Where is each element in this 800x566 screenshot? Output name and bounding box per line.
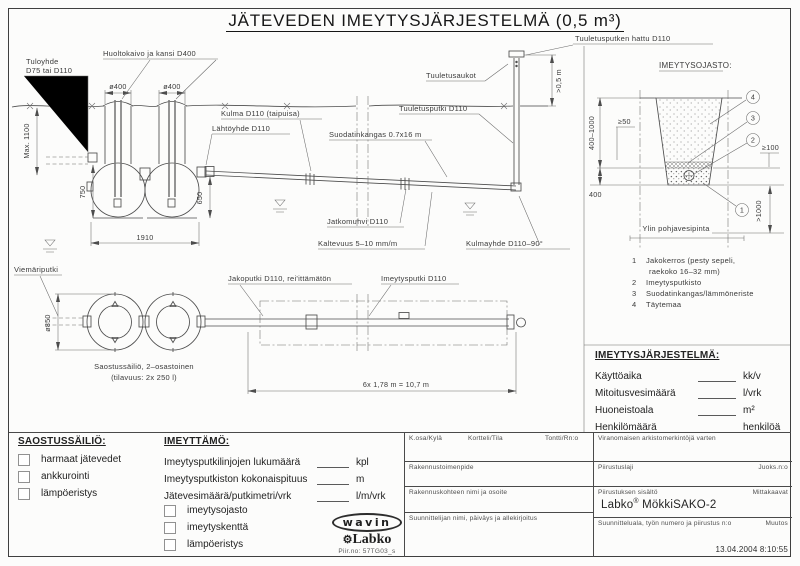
plan-view (14, 265, 526, 394)
title-block-right (593, 433, 792, 557)
label-sailio-2: (tilavuus: 2x 250 l) (111, 373, 177, 382)
checkbox (18, 454, 30, 466)
field-label: Huoneistoala (595, 405, 654, 416)
label-tontti: Tontti/Rn:o (545, 435, 579, 442)
label-kulmayhde: Kulmayhde D110–90° (466, 239, 543, 248)
side-view (12, 34, 713, 252)
dim-400: 400 (589, 190, 602, 199)
blank-field (317, 456, 349, 468)
registered-mark: ® (633, 498, 639, 505)
checkbox (164, 522, 176, 534)
blank-field (317, 490, 349, 502)
checkbox (18, 471, 30, 483)
cell-piirustuksen-sisalto (594, 487, 792, 518)
section-title: IMEYTYSOJASTO: (659, 61, 732, 70)
checkbox-row (18, 485, 160, 502)
field-label: Jätevesimäärä/putkimetri/vrk (164, 491, 292, 502)
cell-rakennustoimenpide: Rakennustoimenpide (405, 462, 593, 487)
field-label: Henkilömäärä (595, 422, 657, 433)
legend-4-num: 4 (632, 300, 637, 309)
water-level-symbols (43, 200, 477, 252)
checkbox-row (18, 468, 160, 485)
label-jakoputki: Jakoputki D110, rei'ittämätön (228, 274, 332, 283)
label-kosa: K.osa/Kylä (409, 435, 443, 442)
side-labels (24, 34, 713, 249)
checkbox (18, 488, 30, 500)
title-block (404, 433, 792, 557)
field-unit: m (356, 474, 365, 485)
saostussailio-form (18, 436, 160, 502)
imeyttamo-title: IMEYTTÄMÖ: (164, 436, 230, 447)
checkbox-row (18, 451, 160, 468)
checkbox-label: harmaat jätevedet (41, 454, 122, 465)
field-boundary (260, 301, 507, 345)
wavin-labko-logo (328, 513, 406, 555)
cell-suunnittelijan: Suunnittelijan nimi, päiväys ja allekirjoitus (409, 515, 538, 522)
wavin-logo-text: wavin (342, 516, 392, 529)
label-juoks: Juoks.n:o (758, 464, 788, 471)
legend-1-text: Jakokerros (pesty sepeli, (646, 256, 736, 265)
dim-750: 750 (78, 185, 87, 199)
legend-2-text: Imeytysputkisto (646, 278, 702, 287)
checkbox-label: imeytysojasto (187, 505, 248, 516)
field-label: Mitoitusvesimäärä (595, 388, 676, 399)
form-row (595, 399, 791, 416)
system-form-title: IMEYTYSJÄRJESTELMÄ: (595, 350, 720, 361)
form-row (595, 382, 791, 399)
outlet-pipe (205, 167, 516, 191)
field-label: Käyttöaika (595, 371, 642, 382)
legend-1-num: 1 (632, 256, 637, 265)
legend-3-num: 3 (632, 289, 637, 298)
distribution-pipe-plan (205, 313, 526, 330)
dim-1910: 1910 (136, 233, 154, 242)
blank-field (698, 370, 736, 382)
callout-3: 3 (750, 113, 756, 123)
dim-dia400-right: ø400 (163, 82, 181, 91)
blank-field (317, 473, 349, 485)
dim-400-1000: 400–1000 (587, 116, 596, 150)
field-unit: kpl (356, 457, 369, 468)
dim-1000: >1000 (754, 200, 763, 222)
form-row (595, 416, 791, 433)
cell-piirustuslaji (594, 462, 792, 487)
product-brand: Labko (601, 498, 634, 511)
label-kaltevuus: Kaltevuus 5–10 mm/m (318, 239, 398, 248)
label-tuuletusputki: Tuuletusputki D110 (399, 104, 468, 113)
field-unit: l/vrk (743, 388, 762, 399)
field-unit: henkilöä (743, 422, 781, 433)
label-tuuletusaukot: Tuuletusaukot (426, 71, 477, 80)
label-kulma: Kulma D110 (taipuisa) (221, 109, 300, 118)
break-lines-side (357, 96, 368, 226)
labko-logo (328, 532, 406, 548)
checkbox-label: imeytyskenttä (187, 522, 249, 533)
label-muutos: Muutos (765, 520, 788, 527)
septic-tanks-side (87, 100, 206, 218)
groundwater-label (630, 224, 744, 241)
label-sailio-1: Saostussäiliö, 2–osastoinen (94, 362, 194, 371)
product-name (598, 496, 788, 511)
cell-viranomaisen: Viranomaisen arkistomerkintöjä varten (594, 433, 792, 462)
cell-suunnitteluala (594, 518, 792, 557)
label-viemariputki: Viemäriputki (14, 265, 59, 274)
field-unit: l/m/vrk (356, 491, 386, 502)
label-tuloyhde-2: D75 tai D110 (26, 66, 73, 75)
cell-location (405, 433, 593, 462)
callout-4: 4 (750, 92, 756, 102)
section-legend (632, 256, 754, 309)
legend-3-text: Suodatinkangas/lämmöneriste (646, 289, 754, 298)
field-unit: kk/v (743, 371, 761, 382)
page-title-text: JÄTEVEDEN IMEYTYSJÄRJESTELMÄ (0,5 m³) (228, 11, 622, 30)
label-lahtoyhde: Lähtöyhde D110 (212, 124, 270, 133)
timestamp: 13.04.2004 8:10:55 (715, 545, 788, 554)
dim-dia850: ø850 (43, 314, 52, 332)
label-suodatinkangas: Suodatinkangas 0.7x16 m (329, 130, 422, 139)
form-row (164, 485, 402, 502)
blank-field (698, 404, 736, 416)
dim-pituus: 6x 1,78 m = 10,7 m (362, 380, 430, 389)
label-ylin: Ylin pohjavesipinta (642, 224, 710, 233)
form-row (164, 451, 402, 468)
callout-2: 2 (750, 135, 756, 145)
drawing-number: Piir.no: 57TG03_s (338, 548, 396, 555)
label-huoltokaivo: Huoltokaivo ja kansi D400 (103, 49, 196, 58)
callout-1: 1 (739, 205, 745, 215)
checkbox-label: lämpöeristys (41, 488, 98, 499)
label-piirustuksen: Piirustuksen sisältö (598, 489, 658, 496)
label-suunnitteluala: Suunnittelualа, työn numero ja piirustus n:o (598, 520, 732, 527)
side-dimensions (22, 55, 563, 246)
checkbox (164, 505, 176, 517)
dim-dia400-left: ø400 (109, 82, 127, 91)
checkbox (164, 539, 176, 551)
dim-100: ≥100 (762, 143, 779, 152)
form-row (595, 365, 791, 382)
break-lines-plan (357, 294, 368, 352)
form-row (164, 468, 402, 485)
labko-logo-text: Labko (352, 532, 392, 547)
inlet-pipe (46, 157, 88, 164)
label-tuloyhde-1: Tuloyhde (26, 57, 59, 66)
legend-1-text2: raekoko 16–32 mm) (649, 267, 720, 276)
labko-gear-icon: ⚙ (342, 534, 353, 546)
plan-labels (14, 265, 459, 382)
cell-rakennuskohteen: Rakennuskohteen nimi ja osoite (405, 487, 593, 513)
legend-4-text: Täytemaa (646, 300, 682, 309)
system-form (595, 350, 791, 433)
saostussailio-title: SAOSTUSSÄILIÖ: (18, 436, 106, 447)
septic-tanks-plan (83, 292, 205, 352)
label-imeytysputki: Imeytysputki D110 (381, 274, 447, 283)
label-mittakaavat: Mittakaavat (752, 489, 788, 496)
checkbox-label: lämpöeristys (187, 539, 244, 550)
label-piirustuslaji: Piirustuslaji (598, 464, 634, 471)
dim-650: 650 (195, 191, 204, 205)
dim-max1100: Max. 1100 (22, 123, 31, 159)
label-tuuletushattu: Tuuletusputken hattu D110 (575, 34, 671, 43)
dim-50: ≥50 (618, 117, 631, 126)
blank-field (698, 387, 736, 399)
dim-05m: >0,5 m (554, 69, 563, 93)
checkbox-label: ankkurointi (41, 471, 90, 482)
field-unit: m² (743, 405, 755, 416)
wavin-oval-logo (332, 513, 402, 532)
vent-pipe (509, 51, 524, 191)
field-label: Imeytysputkilinjojen lukumäärä (164, 457, 301, 468)
legend-2-num: 2 (632, 278, 637, 287)
product-model: MökkiSAKO-2 (638, 498, 717, 511)
field-label: Imeytysputkiston kokonaispituus (164, 474, 308, 485)
title-block-left (405, 433, 593, 557)
label-jatkomuhvi: Jatkomuhvi D110 (327, 217, 389, 226)
label-kortteli: Kortteli/Tila (468, 435, 503, 442)
